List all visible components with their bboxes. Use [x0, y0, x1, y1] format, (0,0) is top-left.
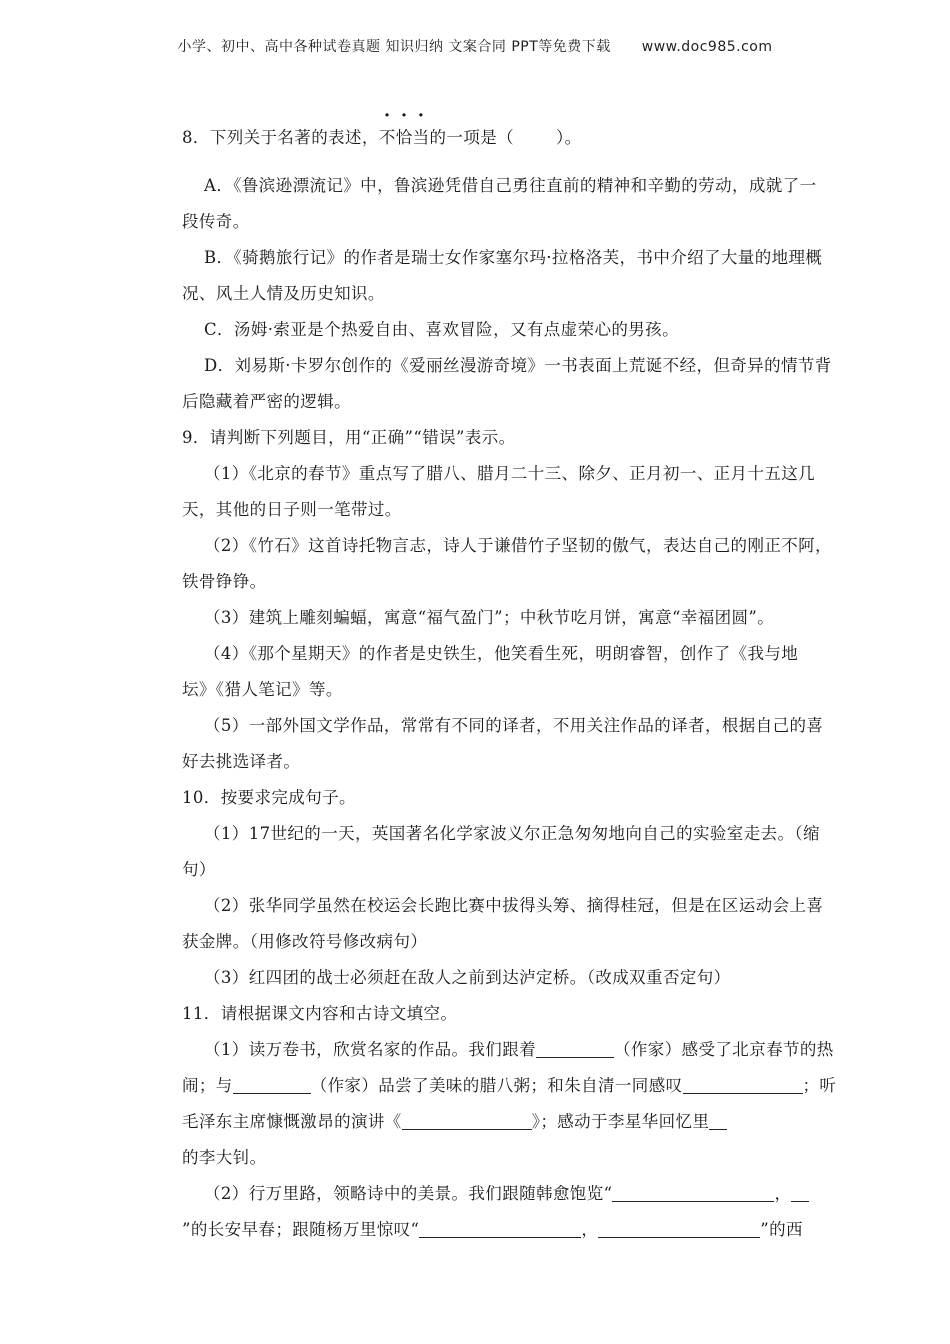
fill-blank[interactable] — [419, 1221, 581, 1238]
header-slogan: 小学、初中、高中各种试卷真题 知识归纳 文案合同 PPT等免费下载 — [177, 39, 611, 55]
q8-option-a-cont: 段传奇。 — [182, 212, 250, 231]
q8-option-c: C．汤姆·索亚是个热爱自由、喜欢冒险，又有点虚荣心的男孩。 — [204, 320, 679, 339]
q10-stem: 10．按要求完成句子。 — [182, 788, 356, 807]
q10-item-2-cont: 获金牌。（用修改符号修改病句） — [182, 932, 428, 951]
q9-item-1: （1）《北京的春节》重点写了腊八、腊月二十三、除夕、正月初一、正月十五这几 — [204, 464, 816, 483]
q9-item-4: （4）《那个星期天》的作者是史铁生，他笑看生死，明朗睿智，创作了《我与地 — [204, 644, 799, 663]
fill-blank[interactable] — [683, 1077, 803, 1094]
q10-item-1-cont: 句） — [182, 860, 216, 879]
page-header — [0, 36, 950, 56]
q11-part-1-line-3: 毛泽东主席慷慨激昂的演讲《 》；感动于李星华回忆里 — [182, 1104, 856, 1140]
fill-blank[interactable] — [536, 1041, 614, 1058]
fill-blank[interactable] — [791, 1185, 809, 1202]
q10-item-3: （3）红四团的战士必须赶在敌人之前到达泸定桥。（改成双重否定句） — [204, 968, 731, 987]
q9-item-3: （3）建筑上雕刻蝙蝠，寓意“福气盈门”；中秋节吃月饼，寓意“幸福团圆”。 — [204, 608, 775, 627]
q8-stem: 8．下列关于名著的表述，不恰当的一项是（ ）。 — [182, 120, 856, 156]
fill-blank[interactable] — [598, 1221, 760, 1238]
q9-item-2: （2）《竹石》这首诗托物言志，诗人于谦借竹子坚韧的傲气，表达自己的刚正不阿， — [204, 536, 832, 555]
q9-item-1-cont: 天，其他的日子则一笔带过。 — [182, 500, 402, 519]
emphasis-char: 不 — [378, 128, 396, 147]
q11-part-1-line-1: （1）读万卷书，欣赏名家的作品。我们跟着 （作家）感受了北京春节的热 — [204, 1040, 834, 1059]
q11-part-2-line-2: ”的长安早春；跟随杨万里惊叹“ ， ”的西 — [182, 1220, 803, 1239]
q11-part-1-line-2: 闹；与 （作家）品尝了美味的腊八粥；和朱自清一同感叹 ；听 — [182, 1076, 837, 1095]
q9-item-4-cont: 坛》《猎人笔记》等。 — [182, 680, 343, 699]
fill-blank[interactable] — [402, 1113, 532, 1130]
q9-item-2-cont: 铁骨铮铮。 — [182, 572, 267, 591]
q11-part-1-line-4: 的李大钊。 — [182, 1148, 267, 1167]
q11-stem: 11．请根据课文内容和古诗文填空。 — [182, 1004, 458, 1023]
q9-item-5: （5）一部外国文学作品，常常有不同的译者，不用关注作品的译者，根据自己的喜 — [204, 716, 824, 735]
q10-item-2: （2）张华同学虽然在校运会长跑比赛中拔得头筹、摘得桂冠，但是在区运动会上喜 — [204, 896, 824, 915]
fill-blank[interactable] — [709, 1113, 727, 1130]
q9-stem: 9．请判断下列题目，用“正确”“错误”表示。 — [182, 428, 516, 447]
q8-option-a: A．《鲁滨逊漂流记》中，鲁滨逊凭借自己勇往直前的精神和辛勤的劳动，成就了一 — [204, 176, 817, 195]
q8-option-b: B．《骑鹅旅行记》的作者是瑞士女作家塞尔玛·拉格洛芙，书中介绍了大量的地理概 — [204, 248, 823, 267]
q8-option-d-cont: 后隐藏着严密的逻辑。 — [182, 392, 351, 411]
q8-option-b-cont: 况、风土人情及历史知识。 — [182, 284, 385, 303]
emphasis-char: 当 — [412, 128, 430, 147]
document-body — [182, 120, 856, 1248]
q8-option-d: D．刘易斯·卡罗尔创作的《爱丽丝漫游奇境》一书表面上荒诞不经，但奇异的情节背 — [204, 356, 832, 375]
header-site: www.doc985.com — [641, 39, 773, 55]
fill-blank[interactable] — [233, 1077, 311, 1094]
emphasis-char: 恰 — [395, 128, 413, 147]
fill-blank[interactable] — [612, 1185, 774, 1202]
q10-item-1: （1）17世纪的一天，英国著名化学家波义尔正急匆匆地向自己的实验室走去。（缩 — [204, 824, 820, 843]
q11-part-2-line-1: （2）行万里路，领略诗中的美景。我们跟随韩愈饱览“ ， — [182, 1176, 856, 1212]
q9-item-5-cont: 好去挑选译者。 — [182, 752, 301, 771]
